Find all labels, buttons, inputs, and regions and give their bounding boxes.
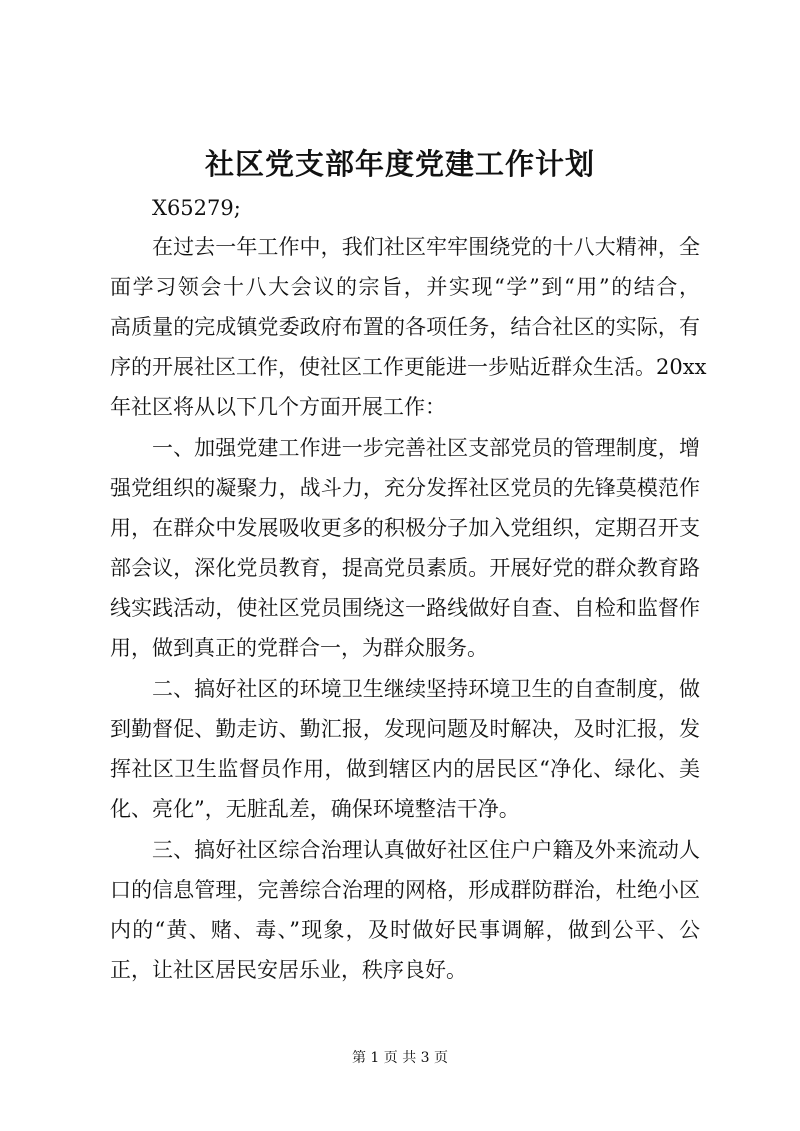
paragraph-line: 一、加强党建工作进一步完善社区支部党员的管理制度，增 — [152, 436, 700, 460]
paragraph-line: 部会议，深化党员教育，提高党员素质。开展好党的群众教育路 — [110, 556, 700, 580]
paragraph-line: 用，在群众中发展吸收更多的积极分子加入党组织，定期召开支 — [110, 516, 700, 540]
page-footer: 第 1 页 共 3 页 — [351, 1050, 449, 1066]
paragraph-line: 正，让社区居民安居乐业，秩序良好。 — [110, 958, 467, 982]
paragraph-line: 挥社区卫生监督员作用，做到辖区内的居民区“净化、绿化、美 — [110, 757, 700, 781]
paragraph-line: 三、搞好社区综合治理认真做好社区住户户籍及外来流动人 — [152, 838, 700, 862]
paragraph-line: 线实践活动，使社区党员围绕这一路线做好自查、自检和监督作 — [110, 596, 700, 620]
page-title: 社区党支部年度党建工作计划 — [204, 147, 595, 181]
paragraph-line: 在过去一年工作中，我们社区牢牢围绕党的十八大精神，全 — [152, 235, 700, 259]
paragraph-line: 化、亮化”，无脏乱差，确保环境整洁干净。 — [110, 797, 520, 821]
paragraph-line: 到勤督促、勤走访、勤汇报，发现问题及时解决，及时汇报，发 — [110, 717, 700, 741]
paragraph-line: 口的信息管理，完善综合治理的网格，形成群防群治，杜绝小区 — [110, 878, 700, 902]
paragraph-line: 序的开展社区工作，使社区工作更能进一步贴近群众生活。20xx — [110, 355, 707, 379]
paragraph-line: 二、搞好社区的环境卫生继续坚持环境卫生的自查制度，做 — [152, 677, 700, 701]
paragraph-line: 高质量的完成镇党委政府布置的各项任务，结合社区的实际，有 — [110, 315, 700, 339]
paragraph-line: 用，做到真正的党群合一，为群众服务。 — [110, 636, 488, 660]
paragraph-line: 年社区将从以下几个方面开展工作： — [110, 395, 446, 419]
paragraph-line: 强党组织的凝聚力，战斗力，充分发挥社区党员的先锋莫模范作 — [110, 476, 700, 500]
document-code: X65279; — [152, 196, 241, 220]
paragraph-line: 面学习领会十八大会议的宗旨，并实现“学”到“用”的结合， — [110, 275, 700, 299]
paragraph-line: 内的“黄、赌、毒、”现象，及时做好民事调解，做到公平、公 — [110, 918, 700, 942]
